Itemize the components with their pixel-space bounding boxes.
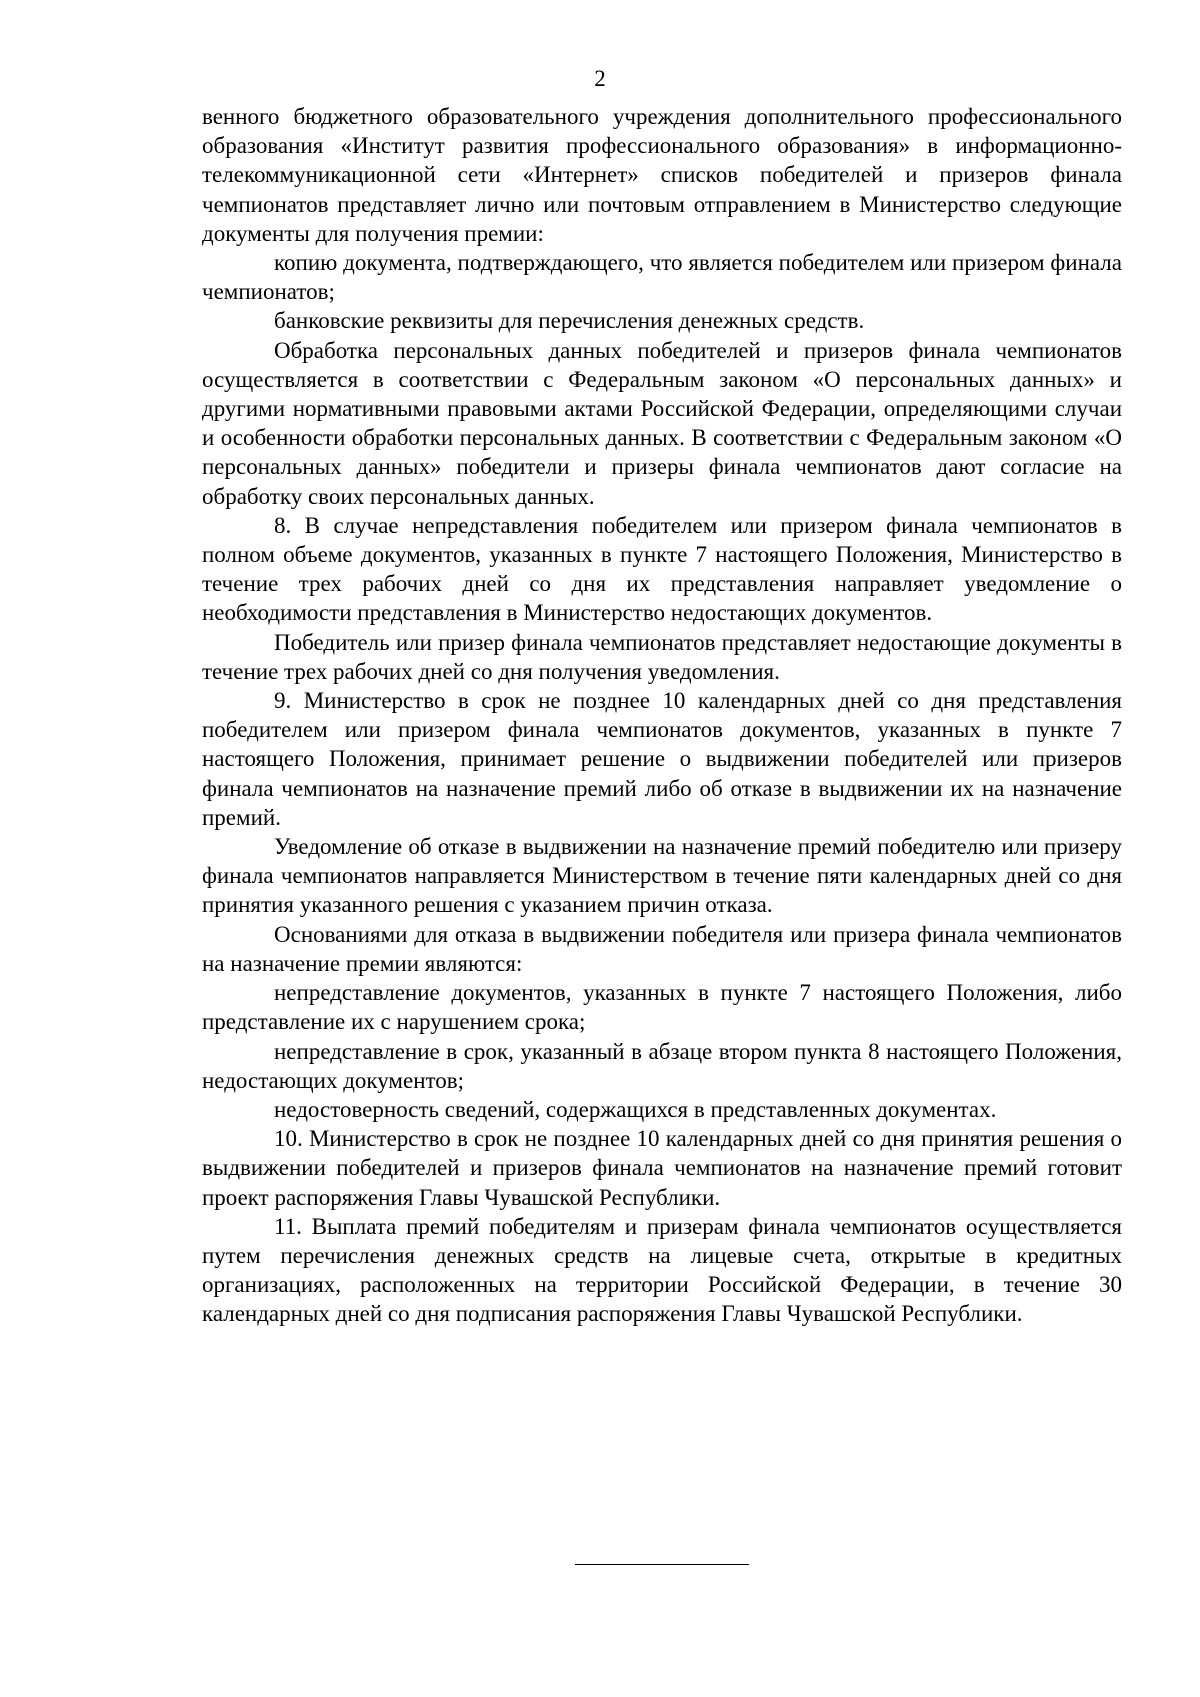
document-body xyxy=(202,102,1122,1329)
paragraph-refusal-grounds: Основаниями для отказа в выдвижении победителя или призера финала чемпионатов на назначение премии являются: xyxy=(202,921,1122,976)
paragraph-missing-documents: Победитель или призер финала чемпионатов представляет недостающие документы в течение трех рабочих дней со дня получения уведомления. xyxy=(202,629,1122,684)
end-divider-line xyxy=(575,1564,749,1565)
paragraph-ground-3: недостоверность сведений, содержащихся в представленных документах. xyxy=(274,1096,997,1122)
page-number: 2 xyxy=(594,66,606,91)
paragraph-clause-10: 10. Министерство в срок не позднее 10 календарных дней со дня принятия решения о выдвижении победителей и призеров финала чемпионатов на назначение премий готовит проект распоряжения Главы Чувашской Республики. xyxy=(202,1126,1122,1210)
paragraph-ground-2: непредставление в срок, указанный в абзаце втором пункта 8 настоящего Положения, недостающих документов; xyxy=(202,1038,1122,1093)
paragraph-clause-9: 9. Министерство в срок не позднее 10 календарных дней со дня представления победителем или призером финала чемпионатов документов, указанных в пункте 7 настоящего Положения, принимает решение о выдвижении победителей или призеров финала чемпионатов на назначение премий либо об отказе в выдвижении их на назначение премий. xyxy=(202,688,1122,830)
paragraph-clause-11: 11. Выплата премий победителям и призерам финала чемпионатов осуществляется путем перечисления денежных средств на лицевые счета, открытые в кредитных организациях, расположенных на территории Российской Федерации, в течение 30 календарных дней со дня подписания распоряжения Главы Чувашской Республики. xyxy=(202,1213,1122,1327)
paragraph-refusal-notice: Уведомление об отказе в выдвижении на назначение премий победителю или призеру финала чемпионатов направляется Министерством в течение пяти календарных дней со дня принятия указанного решения с указанием причин отказа. xyxy=(202,834,1122,918)
paragraph-personal-data: Обработка персональных данных победителей и призеров финала чемпионатов осуществляется в соответствии с Федеральным законом «О персональных данных» и другими нормативными правовыми актами Российской Федерации, определяющими случаи и особенности обработки персональных данных. В соответствии с Федеральным законом «О персональных данных» победители и призеры финала чемпионатов дают согласие на обработку своих персональных данных. xyxy=(202,337,1122,509)
paragraph-ground-1: непредставление документов, указанных в пункте 7 настоящего Положения, либо представление их с нарушением срока; xyxy=(202,980,1122,1035)
paragraph-document-copy: копию документа, подтверждающего, что является победителем или призером финала чемпионатов; xyxy=(202,250,1122,305)
paragraph-continuation: венного бюджетного образовательного учреждения дополнительного профессионального образования «Институт развития профессионального образования» в информационно-телекоммуникационной сети «Интернет» списков победителей и призеров финала чемпионатов представляет лично или почтовым отправлением в Министерство следующие документы для получения премии: xyxy=(202,104,1122,246)
paragraph-clause-8: 8. В случае непредставления победителем или призером финала чемпионатов в полном объеме документов, указанных в пункте 7 настоящего Положения, Министерство в течение трех рабочих дней со дня их представления направляет уведомление о необходимости представления в Министерство недостающих документов. xyxy=(202,512,1122,626)
paragraph-bank-details: банковские реквизиты для перечисления денежных средств. xyxy=(274,308,865,334)
